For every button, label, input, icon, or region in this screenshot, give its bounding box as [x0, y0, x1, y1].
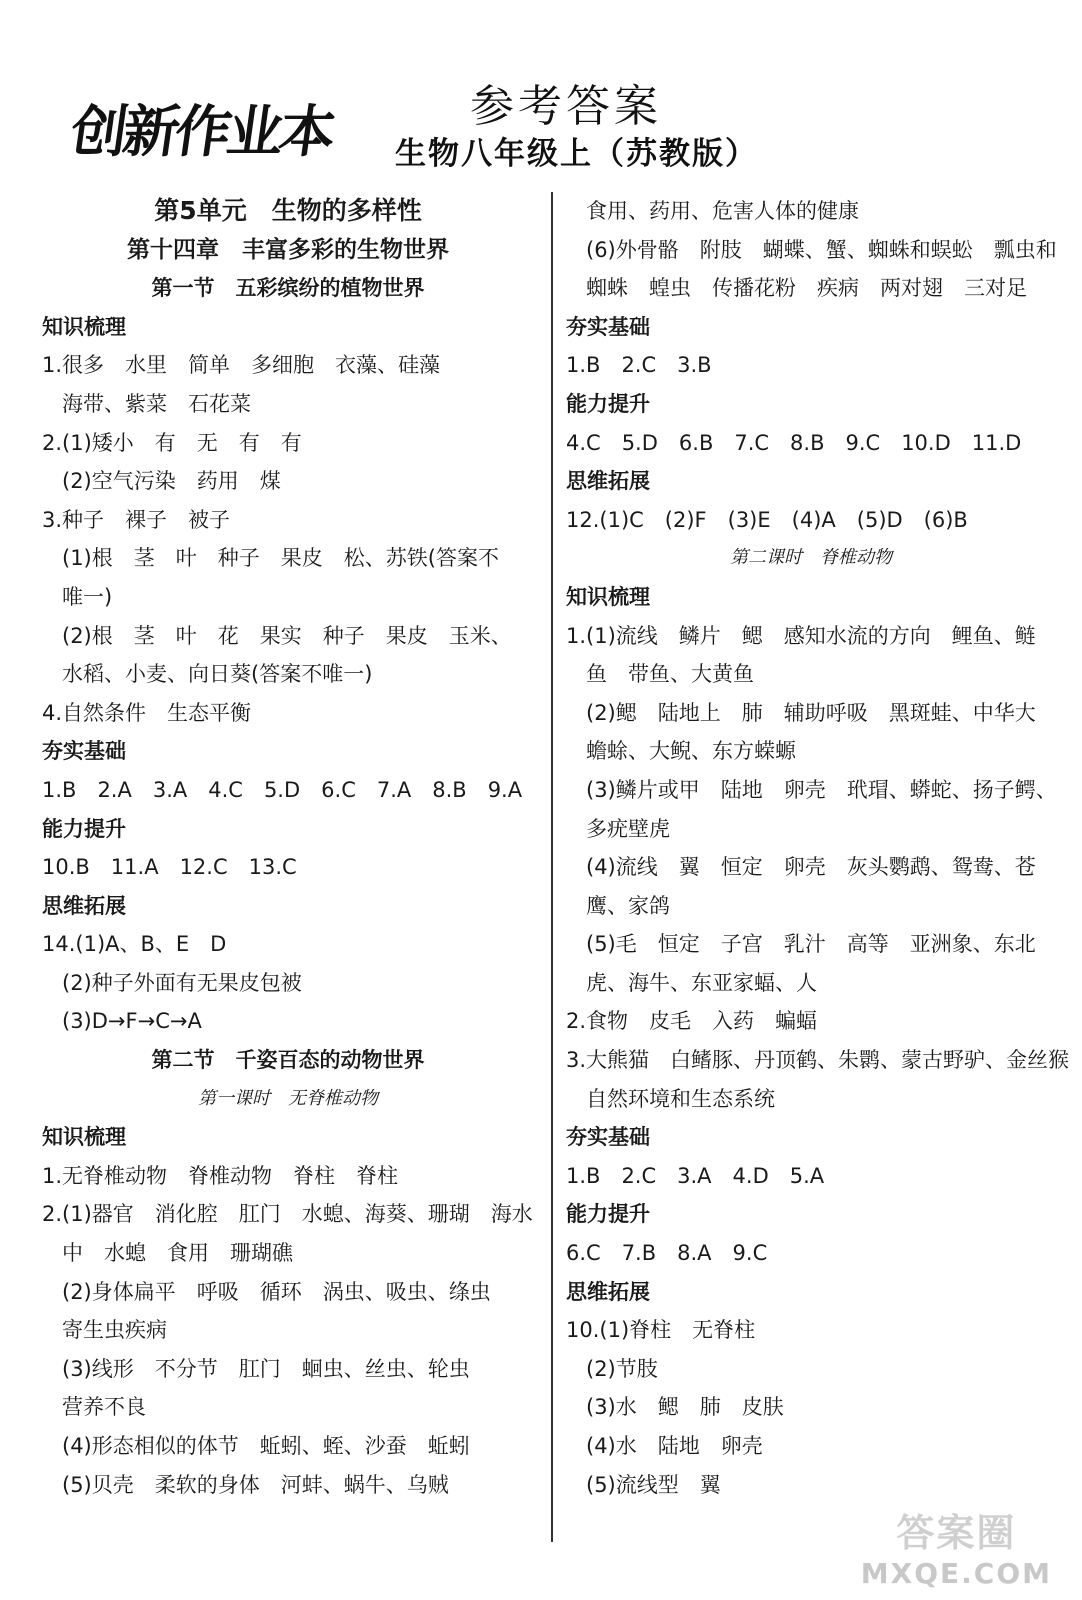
category-heading: 夯实基础: [42, 739, 126, 764]
answer-line: 2.食物 皮毛 入药 蝙蝠: [566, 1009, 818, 1034]
right-column: [566, 192, 1070, 1504]
section-heading: 第一节 五彩缤纷的植物世界: [151, 276, 425, 301]
answer-line: 3.种子 裸子 被子: [42, 507, 231, 532]
answer-line: 10.B 11.A 12.C 13.C: [42, 855, 297, 880]
answer-line: 6.C 7.B 8.A 9.C: [566, 1241, 768, 1266]
answer-line: 蟾蜍、大鲵、东方蝾螈: [586, 739, 796, 764]
answer-line: 多疣壁虎: [586, 816, 670, 841]
category-heading: 能力提升: [566, 1202, 650, 1227]
answer-line: 蜘蛛 蝗虫 传播花粉 疾病 两对翅 三对足: [586, 276, 1027, 301]
brand-logo: 创新作业本: [66, 100, 336, 165]
unit-heading: 第5单元 生物的多样性: [154, 196, 422, 225]
answer-line: (3)鳞片或甲 陆地 卵壳 玳瑁、蟒蛇、扬子鳄、: [586, 777, 1057, 802]
watermark-url: MXQE.COM: [860, 1557, 1052, 1590]
answer-line: 2.(1)矮小 有 无 有 有: [42, 430, 302, 455]
lesson-heading: 第二课时 脊椎动物: [730, 547, 892, 569]
answer-line: 4.自然条件 生态平衡: [42, 700, 252, 725]
answer-line: (6)外骨骼 附肢 蝴蝶、蟹、蜘蛛和蜈蚣 瓢虫和: [586, 237, 1057, 262]
answer-line: 12.(1)C (2)F (3)E (4)A (5)D (6)B: [566, 507, 968, 532]
answer-line: (5)流线型 翼: [586, 1472, 721, 1497]
answer-line: (2)根 茎 叶 花 果实 种子 果皮 玉米、: [62, 623, 512, 648]
chapter-heading: 第十四章 丰富多彩的生物世界: [127, 236, 449, 263]
answer-line: 鹰、家鸽: [586, 893, 670, 918]
answer-line: 1.无脊椎动物 脊椎动物 脊柱 脊柱: [42, 1163, 399, 1188]
watermark: [861, 1502, 1052, 1590]
answer-line: 4.C 5.D 6.B 7.C 8.B 9.C 10.D 11.D: [566, 430, 1022, 455]
answer-line: 海带、紫菜 石花菜: [62, 391, 251, 416]
answer-line: (2)身体扁平 呼吸 循环 涡虫、吸虫、绦虫: [62, 1279, 491, 1304]
answer-line: (2)种子外面有无果皮包被: [62, 970, 302, 995]
category-heading: 能力提升: [566, 391, 650, 416]
lesson-heading: 第一课时 无脊椎动物: [198, 1087, 378, 1109]
category-heading: 知识梳理: [42, 314, 126, 339]
answer-line: (2)节肢: [586, 1356, 658, 1381]
answer-line: (4)流线 翼 恒定 卵壳 灰头鹦鹉、鸳鸯、苍: [586, 855, 1036, 880]
answer-line: 食用、药用、危害人体的健康: [586, 199, 859, 223]
answer-line: 10.(1)脊柱 无脊柱: [566, 1318, 756, 1343]
page-title: 参考答案: [470, 81, 662, 132]
category-heading: 夯实基础: [566, 314, 650, 339]
page-subtitle: 生物八年级上（苏教版）: [395, 136, 758, 172]
answer-line: 1.B 2.C 3.B: [566, 353, 712, 378]
answer-line: 1.B 2.C 3.A 4.D 5.A: [566, 1163, 825, 1188]
answer-line: (4)水 陆地 卵壳: [586, 1434, 763, 1458]
answer-line: 2.(1)器官 消化腔 肛门 水螅、海葵、珊瑚 海水: [42, 1202, 533, 1227]
answer-line: 自然环境和生态系统: [586, 1086, 775, 1111]
category-heading: 知识梳理: [42, 1125, 126, 1150]
answer-line: 3.大熊猫 白鳍豚、丹顶鹤、朱鹮、蒙古野驴、金丝猴: [566, 1048, 1070, 1073]
answer-line: 营养不良: [62, 1395, 146, 1420]
answer-line: (4)形态相似的体节 蚯蚓、蛭、沙蚕 蚯蚓: [62, 1434, 470, 1458]
answer-line: (3)D→F→C→A: [62, 1009, 202, 1034]
left-column: [42, 192, 534, 1504]
answer-line: 鱼 带鱼、大黄鱼: [586, 662, 754, 687]
answer-line: (1)根 茎 叶 种子 果皮 松、苏铁(答案不: [62, 546, 499, 571]
answer-line: 1.B 2.A 3.A 4.C 5.D 6.C 7.A 8.B 9.A: [42, 777, 523, 802]
answer-line: 唯一): [62, 584, 113, 609]
answer-line: (2)鳃 陆地上 肺 辅助呼吸 黑斑蛙、中华大: [586, 700, 1036, 725]
column-divider: [551, 192, 553, 1542]
category-heading: 思维拓展: [566, 1279, 650, 1304]
answer-line: 1.很多 水里 简单 多细胞 衣藻、硅藻: [42, 353, 441, 378]
answer-line: (3)线形 不分节 肛门 蛔虫、丝虫、轮虫: [62, 1356, 470, 1381]
answer-line: 水稻、小麦、向日葵(答案不唯一): [62, 662, 373, 687]
answer-line: 中 水螅 食用 珊瑚礁: [62, 1241, 293, 1266]
answer-line: 14.(1)A、B、E D: [42, 932, 227, 957]
category-heading: 思维拓展: [42, 893, 126, 918]
category-heading: 知识梳理: [566, 584, 650, 609]
category-heading: 思维拓展: [566, 469, 650, 494]
answer-line: 虎、海牛、东亚家蝠、人: [586, 970, 817, 995]
section-heading: 第二节 千姿百态的动物世界: [151, 1048, 425, 1073]
category-heading: 夯实基础: [566, 1125, 650, 1150]
answer-line: 寄生虫疾病: [62, 1318, 167, 1343]
watermark-logo: 答案圈: [896, 1511, 1017, 1555]
answer-line: (2)空气污染 药用 煤: [62, 469, 281, 494]
category-heading: 能力提升: [42, 816, 126, 841]
answer-line: (5)贝壳 柔软的身体 河蚌、蜗牛、乌贼: [62, 1472, 449, 1497]
answer-line: (5)毛 恒定 子宫 乳汁 高等 亚洲象、东北: [586, 932, 1036, 957]
answer-line: (3)水 鳃 肺 皮肤: [586, 1395, 784, 1420]
answer-line: 1.(1)流线 鳞片 鳃 感知水流的方向 鲤鱼、鲢: [566, 623, 1036, 648]
